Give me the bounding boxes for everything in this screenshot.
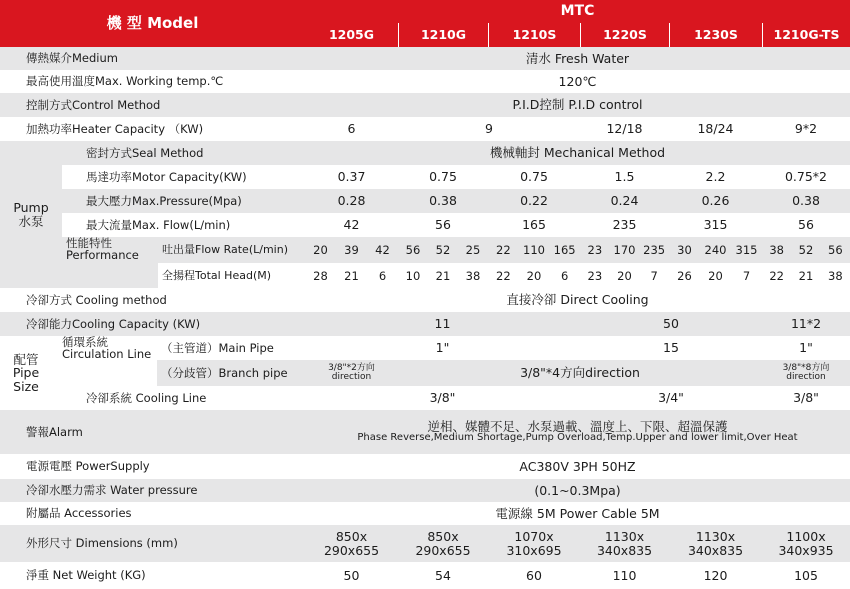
net-weight-value: 120 bbox=[669, 562, 762, 589]
branch-pipe-last-line-2: direction bbox=[786, 372, 826, 382]
cooling-method-label: 冷卻方式 Cooling method bbox=[0, 288, 305, 312]
total-head-value: 10 bbox=[398, 263, 428, 289]
total-head-value: 22 bbox=[762, 263, 791, 289]
flow-rate-value: 30 bbox=[669, 237, 700, 263]
alarm-value-zh: 逆相、媒體不足、水泵過載、溫度上、下限、超溫保護 bbox=[427, 419, 728, 435]
dimensions-value-line-1: 1070x bbox=[514, 529, 554, 545]
branch-pipe-label: （分歧管）Branch pipe bbox=[157, 360, 305, 386]
model-1220s: 1220S bbox=[580, 23, 669, 47]
power-supply-value: AC380V 3PH 50HZ bbox=[305, 454, 850, 479]
motor-label: 馬達功率Motor Capacity(KW) bbox=[62, 165, 305, 189]
cooling-line-value: 3/8" bbox=[305, 386, 580, 410]
pressure-value: 0.38 bbox=[762, 189, 850, 213]
power-supply-label: 電源電壓 PowerSupply bbox=[0, 454, 305, 479]
motor-value: 0.37 bbox=[305, 165, 398, 189]
motor-value: 0.75 bbox=[488, 165, 580, 189]
max-temp-label: 最高使用溫度Max. Working temp.℃ bbox=[0, 70, 305, 93]
flow-value: 56 bbox=[762, 213, 850, 237]
model-1210g: 1210G bbox=[398, 23, 488, 47]
heater-value: 6 bbox=[305, 117, 398, 141]
cooling-capacity-value: 11 bbox=[305, 312, 580, 336]
net-weight-value: 110 bbox=[580, 562, 669, 589]
net-weight-value: 54 bbox=[398, 562, 488, 589]
medium-label: 傳熱媒介Medium bbox=[0, 47, 305, 70]
max-temp-value: 120℃ bbox=[305, 70, 850, 93]
dimensions-value bbox=[762, 525, 850, 562]
total-head-value: 20 bbox=[700, 263, 731, 289]
total-head-label: 全揚程Total Head(M) bbox=[158, 263, 305, 289]
dimensions-value bbox=[305, 525, 398, 562]
net-weight-value: 50 bbox=[305, 562, 398, 589]
pressure-value: 0.22 bbox=[488, 189, 580, 213]
total-head-value: 6 bbox=[549, 263, 580, 289]
pressure-value: 0.26 bbox=[669, 189, 762, 213]
net-weight-value: 60 bbox=[488, 562, 580, 589]
flow-rate-value: 52 bbox=[791, 237, 820, 263]
branch-pipe-middle: 3/8"*4方向direction bbox=[398, 360, 762, 386]
control-method-label: 控制方式Control Method bbox=[0, 93, 305, 117]
seal-label: 密封方式Seal Method bbox=[62, 141, 305, 165]
branch-pipe-first-line-2: direction bbox=[331, 372, 372, 382]
total-head-value: 26 bbox=[669, 263, 700, 289]
flow-rate-label: 吐出量Flow Rate(L/min) bbox=[158, 237, 305, 263]
water-pressure-value: (0.1~0.3Mpa) bbox=[305, 479, 850, 502]
dimensions-value bbox=[580, 525, 669, 562]
branch-pipe-last bbox=[762, 360, 850, 386]
water-pressure-label: 冷卻水壓力需求 Water pressure bbox=[0, 479, 305, 502]
flow-rate-value: 315 bbox=[731, 237, 762, 263]
flow-rate-value: 20 bbox=[305, 237, 336, 263]
control-method-value: P.I.D控制 P.I.D control bbox=[305, 93, 850, 117]
dimensions-value-line-1: 1130x bbox=[695, 529, 736, 545]
pipe-group-label bbox=[0, 336, 52, 410]
dimensions-value bbox=[488, 525, 580, 562]
main-pipe-value: 1" bbox=[762, 336, 850, 360]
performance-label-en: Performance bbox=[66, 248, 139, 263]
dimensions-value bbox=[669, 525, 762, 562]
flow-rate-value: 22 bbox=[488, 237, 519, 263]
flow-rate-value: 240 bbox=[700, 237, 731, 263]
performance-label-zh: 性能特性 bbox=[66, 236, 112, 250]
flow-rate-value: 56 bbox=[821, 237, 850, 263]
total-head-value: 7 bbox=[639, 263, 669, 289]
flow-rate-value: 42 bbox=[367, 237, 398, 263]
pipe-label-en2: Size bbox=[13, 378, 39, 394]
dimensions-value-line-1: 1130x bbox=[604, 529, 645, 545]
model-1210s: 1210S bbox=[488, 23, 580, 47]
total-head-value: 38 bbox=[821, 263, 850, 289]
motor-value: 1.5 bbox=[580, 165, 669, 189]
main-pipe-value: 15 bbox=[580, 336, 762, 360]
accessories-value: 電源線 5M Power Cable 5M bbox=[305, 502, 850, 525]
heater-value: 18/24 bbox=[669, 117, 762, 141]
cooling-capacity-value: 11*2 bbox=[762, 312, 850, 336]
pipe-label-en1: Pipe bbox=[12, 365, 40, 381]
cooling-capacity-value: 50 bbox=[580, 312, 762, 336]
cooling-line-value: 3/4" bbox=[580, 386, 762, 410]
pressure-value: 0.38 bbox=[398, 189, 488, 213]
heater-value: 9*2 bbox=[762, 117, 850, 141]
flow-rate-value: 23 bbox=[580, 237, 610, 263]
flow-label: 最大流量Max. Flow(L/min) bbox=[62, 213, 305, 237]
net-weight-label: 淨重 Net Weight (KG) bbox=[0, 562, 305, 589]
pressure-label: 最大壓力Max.Pressure(Mpa) bbox=[62, 189, 305, 213]
heater-value: 9 bbox=[398, 117, 580, 141]
motor-value: 0.75 bbox=[398, 165, 488, 189]
total-head-value: 22 bbox=[488, 263, 519, 289]
medium-value: 清水 Fresh Water bbox=[305, 47, 850, 70]
total-head-value: 7 bbox=[731, 263, 762, 289]
model-header: 機 型 Model bbox=[0, 0, 305, 47]
performance-label bbox=[62, 237, 158, 288]
dimensions-value-line-1: 850x bbox=[335, 529, 368, 545]
model-1230s: 1230S bbox=[669, 23, 762, 47]
flow-rate-value: 235 bbox=[639, 237, 669, 263]
series-header: MTC bbox=[305, 0, 850, 23]
branch-pipe-first-line-1: 3/8"*2方向 bbox=[328, 363, 375, 373]
alarm-value bbox=[305, 410, 850, 454]
flow-value: 42 bbox=[305, 213, 398, 237]
dimensions-value-line-1: 1100x bbox=[786, 529, 826, 545]
flow-rate-value: 38 bbox=[762, 237, 791, 263]
cooling-line-label: 冷卻系統 Cooling Line bbox=[52, 386, 305, 410]
motor-value: 2.2 bbox=[669, 165, 762, 189]
flow-rate-value: 39 bbox=[336, 237, 367, 263]
dimensions-value-line-2: 340x835 bbox=[687, 542, 744, 558]
motor-value: 0.75*2 bbox=[762, 165, 850, 189]
total-head-value: 6 bbox=[367, 263, 398, 289]
seal-value: 機械軸封 Mechanical Method bbox=[305, 141, 850, 165]
total-head-value: 20 bbox=[610, 263, 640, 289]
circulation-label bbox=[52, 336, 157, 386]
flow-rate-value: 52 bbox=[428, 237, 458, 263]
branch-pipe-first bbox=[305, 360, 398, 386]
total-head-value: 38 bbox=[458, 263, 488, 289]
alarm-label: 警報Alarm bbox=[0, 410, 305, 454]
flow-value: 315 bbox=[669, 213, 762, 237]
dimensions-value bbox=[398, 525, 488, 562]
dimensions-value-line-2: 340x935 bbox=[778, 542, 834, 558]
total-head-value: 23 bbox=[580, 263, 610, 289]
accessories-label: 附屬品 Accessories bbox=[0, 502, 305, 525]
flow-value: 235 bbox=[580, 213, 669, 237]
branch-pipe-last-line-1: 3/8"*8方向 bbox=[782, 363, 830, 373]
flow-rate-value: 170 bbox=[610, 237, 640, 263]
flow-value: 56 bbox=[398, 213, 488, 237]
pump-group-label bbox=[0, 141, 62, 288]
net-weight-value: 105 bbox=[762, 562, 850, 589]
cooling-method-value: 直接冷卻 Direct Cooling bbox=[305, 288, 850, 312]
dimensions-value-line-2: 310x695 bbox=[506, 542, 562, 558]
total-head-value: 21 bbox=[336, 263, 367, 289]
pump-label-en: Pump bbox=[13, 200, 49, 216]
flow-rate-value: 110 bbox=[519, 237, 550, 263]
total-head-value: 21 bbox=[428, 263, 458, 289]
heater-label: 加熱功率Heater Capacity （KW) bbox=[0, 117, 305, 141]
heater-value: 12/18 bbox=[580, 117, 669, 141]
alarm-value-en: Phase Reverse,Medium Shortage,Pump Overload,Temp.Upper and lower limit,Over Heat bbox=[357, 432, 798, 444]
pump-label-zh: 水泵 bbox=[18, 213, 44, 229]
dimensions-label: 外形尺寸 Dimensions (mm) bbox=[0, 525, 305, 562]
pressure-value: 0.24 bbox=[580, 189, 669, 213]
circulation-label-en: Circulation Line bbox=[62, 347, 152, 362]
model-1205g: 1205G bbox=[305, 23, 398, 47]
circulation-label-zh: 循環系統 bbox=[62, 335, 108, 349]
flow-rate-value: 56 bbox=[398, 237, 428, 263]
total-head-value: 21 bbox=[791, 263, 820, 289]
flow-rate-value: 25 bbox=[458, 237, 488, 263]
total-head-value: 20 bbox=[519, 263, 550, 289]
dimensions-value-line-2: 340x835 bbox=[596, 542, 653, 558]
pipe-label-zh: 配管 bbox=[13, 352, 39, 368]
dimensions-value-line-2: 290x655 bbox=[323, 542, 380, 558]
total-head-value: 28 bbox=[305, 263, 336, 289]
main-pipe-label: （主管道）Main Pipe bbox=[157, 336, 305, 360]
cooling-line-value: 3/8" bbox=[762, 386, 850, 410]
main-pipe-value: 1" bbox=[305, 336, 580, 360]
model-1210g-ts: 1210G-TS bbox=[762, 23, 850, 47]
dimensions-value-line-2: 290x655 bbox=[415, 542, 471, 558]
flow-rate-value: 165 bbox=[549, 237, 580, 263]
flow-value: 165 bbox=[488, 213, 580, 237]
cooling-capacity-label: 冷卻能力Cooling Capacity (KW) bbox=[0, 312, 305, 336]
pressure-value: 0.28 bbox=[305, 189, 398, 213]
dimensions-value-line-1: 850x bbox=[427, 529, 459, 545]
